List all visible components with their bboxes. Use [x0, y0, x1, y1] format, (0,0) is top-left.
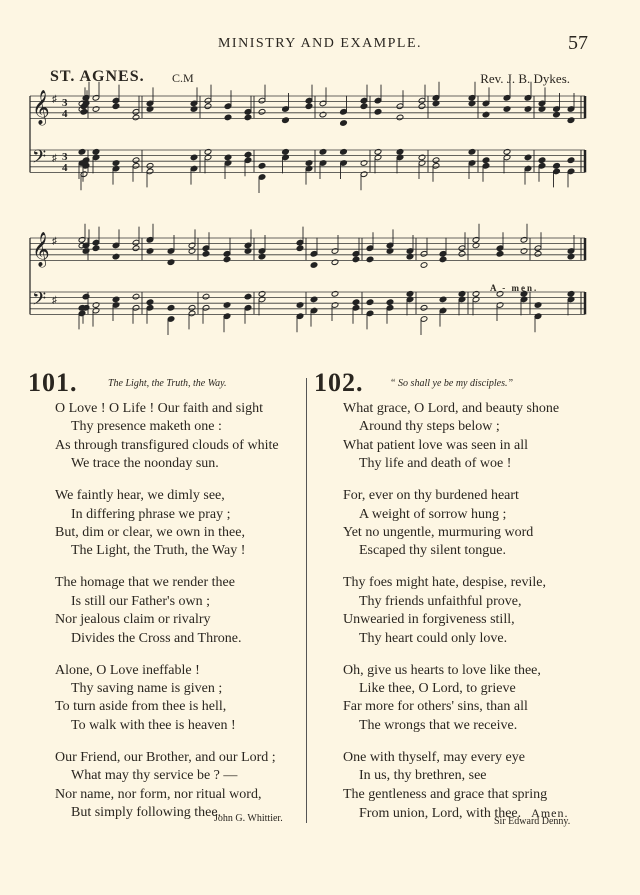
- verse-line: From union, Lord, with thee. Amen.: [359, 806, 569, 822]
- note-head: [82, 293, 90, 300]
- note-head: [331, 291, 339, 298]
- verse-line: In differing phrase we pray ;: [71, 506, 231, 522]
- bass-clef: 𝄢: [32, 146, 47, 171]
- note-head: [296, 302, 304, 309]
- note-head: [132, 157, 140, 164]
- note-head: [482, 111, 490, 118]
- column-divider: [306, 378, 307, 823]
- note-head: [167, 259, 175, 266]
- hymn-102-author: Sir Edward Denny.: [494, 816, 571, 827]
- note-head: [190, 106, 198, 113]
- note-head: [468, 100, 476, 107]
- hymn-101-caption: The Light, the Truth, the Way.: [108, 378, 227, 389]
- note-head: [92, 149, 100, 156]
- verse-line: To turn aside from thee is hell,: [55, 699, 227, 715]
- note-head: [224, 114, 232, 121]
- verse-line: Thy heart could only love.: [359, 630, 508, 646]
- note-head: [538, 157, 546, 164]
- tune-meter: C.M: [172, 71, 194, 85]
- verse-line: What patient love was seen in all: [343, 437, 529, 453]
- note-head: [204, 149, 212, 156]
- verse-line: To walk with thee is heaven !: [71, 717, 236, 733]
- note-head: [132, 245, 140, 252]
- key-signature-sharp: ♯: [52, 94, 57, 105]
- note-head: [360, 160, 368, 167]
- stanza: [55, 574, 279, 648]
- hymn-101-author: John G. Whittier.: [214, 813, 283, 824]
- tune-composer: Rev. J. B. Dykes.: [480, 71, 570, 86]
- bass-clef: 𝄢: [32, 288, 47, 313]
- verse-line: We faintly hear, we dimly see,: [55, 488, 225, 504]
- note-head: [352, 256, 360, 263]
- stanza: [55, 400, 279, 474]
- note-head: [310, 262, 318, 269]
- verse-line: Nor jealous claim or rivalry: [55, 612, 211, 628]
- verse-line: Thy saving name is given ;: [71, 681, 223, 697]
- tune-name: ST. AGNES.: [50, 68, 145, 85]
- note-head: [282, 149, 290, 156]
- note-head: [406, 253, 414, 260]
- verse-line: In us, thy brethren, see: [359, 768, 487, 784]
- verse-line: Alone, O Love ineffable !: [55, 662, 200, 678]
- note-head: [258, 109, 266, 116]
- note-head: [472, 291, 480, 298]
- hymn-101-text: [55, 400, 279, 823]
- verse-line: We trace the noonday sun.: [71, 456, 219, 472]
- note-head: [396, 114, 404, 121]
- note-head: [520, 248, 528, 255]
- note-head: [420, 305, 428, 312]
- verse-line: As through transfigured clouds of white: [55, 437, 279, 453]
- verse-line: Unwearied in forgiveness still,: [343, 612, 515, 628]
- note-head: [112, 296, 120, 303]
- note-head: [310, 296, 318, 303]
- verse-line: Nor name, nor form, nor ritual word,: [55, 786, 262, 802]
- time-signature: 4: [62, 108, 68, 120]
- key-signature-sharp: ♯: [52, 153, 57, 164]
- verse-line: What grace, O Lord, and beauty shone: [343, 401, 560, 416]
- note-head: [112, 160, 120, 167]
- note-head: [132, 114, 140, 121]
- key-signature-sharp: ♯: [52, 295, 57, 306]
- note-head: [223, 302, 231, 309]
- note-head: [112, 103, 120, 110]
- treble-clef: 𝄞: [32, 91, 50, 124]
- note-head: [146, 106, 154, 113]
- note-head: [146, 248, 154, 255]
- note-head: [567, 291, 575, 298]
- note-head: [503, 106, 511, 113]
- note-head: [223, 256, 231, 263]
- verse-line: O Love ! O Life ! Our faith and sight: [55, 401, 263, 416]
- verse-line: A weight of sorrow hung ;: [359, 506, 507, 522]
- hymn-102-text: [343, 400, 568, 824]
- time-signature: 4: [62, 162, 68, 174]
- amen-mark: Amen.: [531, 806, 569, 821]
- note-head: [92, 106, 100, 113]
- note-head: [305, 103, 313, 110]
- note-head: [146, 299, 154, 306]
- verse-line: Oh, give us hearts to love like thee,: [343, 662, 541, 678]
- note-head: [374, 149, 382, 156]
- note-head: [296, 245, 304, 252]
- verse-line: Yet no ungentle, murmuring word: [343, 525, 534, 541]
- stanza: [55, 662, 279, 736]
- music-score: [0, 0, 640, 360]
- note-head: [146, 163, 154, 170]
- note-head: [340, 120, 348, 127]
- note-head: [439, 296, 447, 303]
- verse-line: Thy presence maketh one :: [71, 419, 222, 435]
- note-head: [360, 103, 368, 110]
- note-head: [224, 154, 232, 161]
- note-head: [78, 149, 86, 156]
- note-head: [112, 253, 120, 260]
- note-head: [503, 149, 511, 156]
- verse-line: One with thyself, may every eye: [343, 749, 525, 765]
- stanza: [343, 749, 568, 824]
- stanza: [343, 400, 568, 474]
- note-head: [420, 262, 428, 269]
- note-head: [534, 251, 542, 258]
- hymn-102-caption: “ So shall ye be my disciples.”: [390, 378, 514, 389]
- verse-line: The Light, the Truth, the Way !: [71, 543, 246, 559]
- note-head: [188, 248, 196, 255]
- note-head: [340, 149, 348, 156]
- note-head: [202, 251, 210, 258]
- stanza: [55, 749, 279, 823]
- verse-line: Our Friend, our Brother, and our Lord ;: [55, 749, 276, 765]
- note-head: [258, 163, 266, 170]
- note-head: [458, 251, 466, 258]
- stanza: [343, 662, 568, 736]
- note-head: [366, 256, 374, 263]
- verse-line: For, ever on thy burdened heart: [343, 488, 519, 504]
- verse-line: Far more for others' sins, than all: [343, 699, 528, 715]
- note-head: [524, 154, 532, 161]
- verse-line: Like thee, O Lord, to grieve: [359, 681, 516, 697]
- note-head: [82, 248, 90, 255]
- verse-line: Thy life and death of woe !: [359, 456, 512, 472]
- verse-line: Thy friends unfaithful prove,: [359, 593, 522, 609]
- note-head: [418, 103, 426, 110]
- amen-lyric: A - men.: [490, 283, 539, 293]
- note-head: [567, 253, 575, 260]
- note-head: [319, 149, 327, 156]
- note-head: [534, 302, 542, 309]
- verse-line: What may thy service be ? —: [71, 768, 238, 784]
- note-head: [482, 157, 490, 164]
- running-head: MINISTRY AND EXAMPLE.: [217, 36, 423, 51]
- note-head: [92, 302, 100, 309]
- note-head: [202, 293, 210, 300]
- note-head: [331, 259, 339, 266]
- note-head: [132, 293, 140, 300]
- note-head: [244, 151, 252, 158]
- note-head: [396, 149, 404, 156]
- note-head: [244, 114, 252, 121]
- note-head: [244, 293, 252, 300]
- stanza: [55, 487, 279, 561]
- note-head: [305, 160, 313, 167]
- note-head: [553, 111, 561, 118]
- note-head: [244, 248, 252, 255]
- stanza: [343, 487, 568, 561]
- verse-line: But, dim or clear, we own in thee,: [55, 525, 245, 541]
- note-head: [374, 109, 382, 116]
- treble-clef: 𝄞: [32, 233, 50, 266]
- verse-line: Divides the Cross and Throne.: [71, 630, 242, 646]
- note-head: [258, 291, 266, 298]
- note-head: [319, 111, 327, 118]
- note-head: [167, 305, 175, 312]
- note-head: [258, 253, 266, 260]
- note-head: [524, 106, 532, 113]
- note-head: [472, 242, 480, 249]
- key-signature-sharp: ♯: [52, 236, 57, 247]
- note-head: [366, 299, 374, 306]
- note-head: [386, 248, 394, 255]
- note-head: [458, 291, 466, 298]
- verse-line: Escaped thy silent tongue.: [359, 543, 506, 559]
- note-head: [567, 157, 575, 164]
- note-head: [496, 251, 504, 258]
- note-head: [418, 154, 426, 161]
- verse-line: The wrongs that we receive.: [359, 717, 518, 733]
- note-head: [567, 117, 575, 124]
- note-head: [468, 149, 476, 156]
- note-head: [204, 103, 212, 110]
- note-head: [92, 245, 100, 252]
- note-head: [282, 117, 290, 124]
- hymn-102-number: 102.: [314, 368, 364, 397]
- note-head: [352, 299, 360, 306]
- verse-line: The homage that we render thee: [55, 575, 235, 591]
- note-head: [188, 305, 196, 312]
- note-head: [553, 163, 561, 170]
- verse-line: The gentleness and grace that spring: [343, 786, 548, 802]
- time-signature: 3: [62, 151, 68, 163]
- verse-line: Around thy steps below ;: [359, 419, 500, 435]
- verse-line: Is still our Father's own ;: [71, 593, 211, 609]
- note-head: [432, 100, 440, 107]
- note-head: [386, 299, 394, 306]
- verse-line: Thy foes might hate, despise, revile,: [343, 575, 546, 591]
- note-head: [190, 154, 198, 161]
- verse-line: But simply following thee.: [71, 805, 222, 821]
- time-signature: 3: [62, 97, 68, 109]
- hymn-101-number: 101.: [28, 368, 78, 397]
- page-number: 57: [568, 32, 588, 54]
- note-head: [432, 157, 440, 164]
- note-head: [439, 256, 447, 263]
- note-head: [406, 291, 414, 298]
- stanza: [343, 574, 568, 648]
- note-head: [538, 106, 546, 113]
